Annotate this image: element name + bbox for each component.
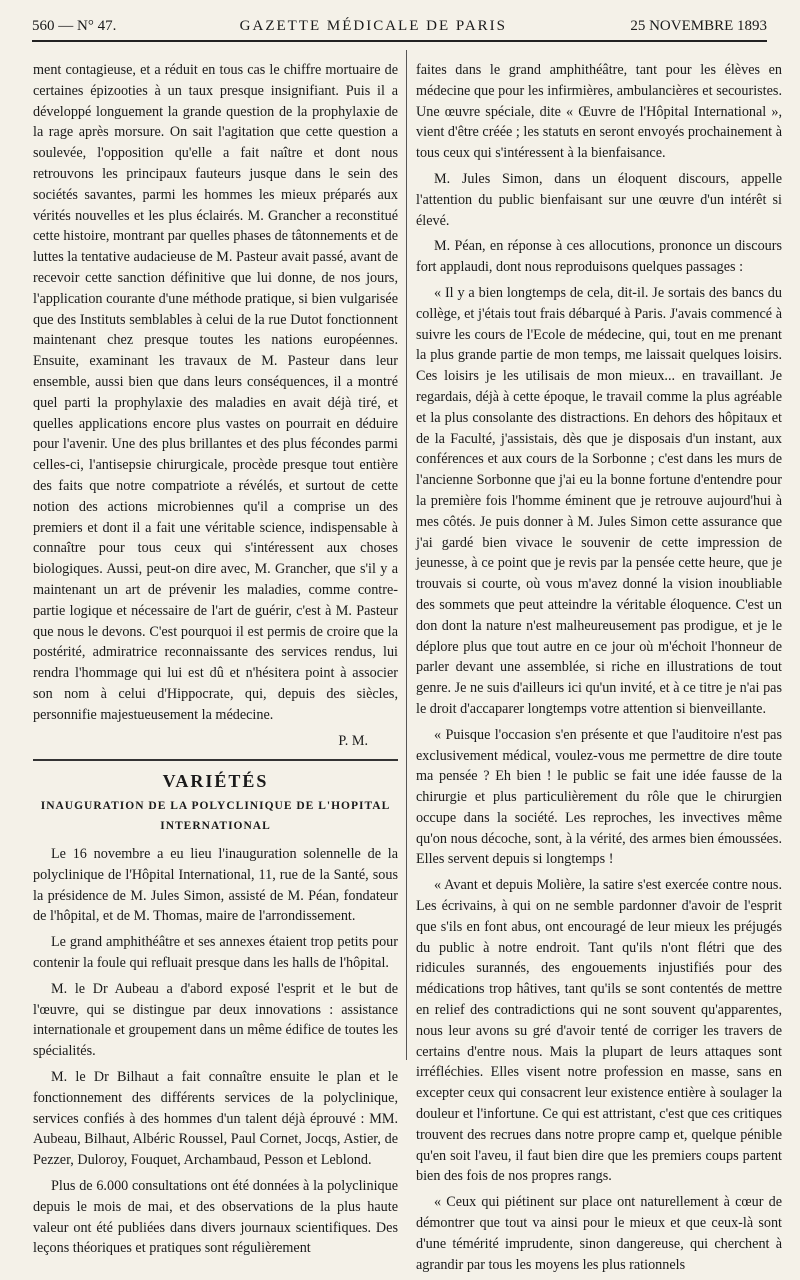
signature-line: [33, 731, 398, 752]
section-title: VARIÉTÉS: [162, 771, 269, 792]
speech-paragraph: « Il y a bien longtemps de cela, dit-il. Je sortais des bancs du collège, et j'étais tout frais débarqué à Paris. J'avais commencé à suivre les cours de l'Ecole de médecine, qui, tout en me prenant la plus grande partie de mon temps, me laissait quelques loisirs. Ces loisirs je les utilisais de mon mieux... en travaillant. Je regardais, déjà à cette époque, le travail comme la plus agréable et la plus consolante des distractions. En dehors des hôpitaux et de la Faculté, j'assistais, dès que je disposais d'un instant, aux conférences et aux cours de la Sorbonne ; c'est dans les murs de l'ancienne Sorbonne que j'ai eu la bonne fortune d'entendre pour la première fois l'homme éminent que je retrouve aujourd'hui à mes côtés. Je puis donner à M. Jules Simon cette assurance que j'ai gardé bien vivace le souvenir de cette impression de jeunesse, à ce point que je revis par la pensée cette heure, que je trouvais si courte, où vous m'avez donné la vision inoubliable des sommets que peut atteindre la véritable éloquence. C'est un don dont la nature n'est malheureusement pas prodigue, et je le déplore plus que tout autre en ce jour où m'échoit l'honneur de parler devant une assemblée, si riche en illustrations de tout genre. Je ne suis d'ailleurs ici qu'un invité, et à ce titre je n'ai pas le droit d'accaparer longtemps votre attention si bienveillante.: [416, 284, 782, 717]
article-paragraph: M. Péan, en réponse à ces allocutions, prononce un discours fort applaudi, dont nous reproduisons quelques passages :: [416, 238, 782, 276]
column-divider: [406, 50, 407, 1060]
speech-paragraph: « Puisque l'occasion s'en présente et que l'auditoire n'est pas exclusivement médical, voulez-vous me permettre de dire toute ma pensée ? Eh bien ! le public se fait une idée fausse de la chirurgie et plus particulièrement du rôle que le chirurgien occupe dans la société. Les reproches, les invectives même qu'on nous décoche, sont, à la vérité, des armes bien émoussées. Elles servent depuis si longtemps !: [416, 726, 782, 868]
issue-date: 25 NOVEMBRE 1893: [630, 18, 767, 34]
article-paragraph: Le 16 novembre a eu lieu l'inauguration solennelle de la polyclinique de l'Hôpital International, 11, rue de la Santé, sous la présidence de M. Jules Simon, assisté de M. Péan, fondateur de l'hôpital, et de M. Thomas, maire de l'arrondissement.: [33, 846, 398, 925]
signature: P. M.: [338, 732, 368, 749]
speech-paragraph: « Avant et depuis Molière, la satire s'est exercée contre nous. Les écrivains, à qui on ne semble pardonner d'avoir de l'esprit que s'ils en font abus, ont encouragé de leur mieux les préjugés du public à notre endroit. Tant qu'ils n'ont flétri que des ridicules surannés, des engouements injustifiés pour des médications trop hâtives, tant qu'ils se sont contentés de mettre en relief des contradictions qui ne sont souvent qu'apparentes, nous leur avons su gré d'avoir tenté de corriger les travers de certains d'entre nous. Mais la plupart de leurs attaques sont irréfléchies. Elles visent notre profession en masse, sans en excepter ceux qui consacrent leur existence entière à soulager la douleur et l'infortune. Ce qui est attristant, c'est que ces critiques trouvent des recrues dans notre propre camp et, quelque pénible qu'en soit l'aveu, il faut bien dire que les premiers coups partent bien des fois de nos propres rangs.: [416, 877, 783, 1185]
article-paragraph: Plus de 6.000 consultations ont été données à la polyclinique depuis le mois de mai, et des observations de la plus haute valeur ont été publiées dans divers journaux scientifiques. Des leçons théoriques et pratiques sont régulièrement: [33, 1178, 398, 1257]
page-number: 560 — N° 47.: [32, 18, 117, 34]
article-subtitle: INAUGURATION DE LA POLYCLINIQUE DE L'HOPITAL INTERNATIONAL: [40, 800, 391, 833]
article-paragraph: M. Jules Simon, dans un éloquent discours, appelle l'attention du public bienfaisant sur une œuvre d'un intérêt si élevé.: [416, 170, 782, 229]
section-rule: [33, 759, 398, 761]
article-paragraph: M. le Dr Bilhaut a fait connaître ensuite le plan et le fonctionnement des différents services de la polyclinique, services confiés à des hommes d'un talent déjà éprouvé : MM. Aubeau, Bilhaut, Albéric Roussel, Paul Cornet, Jocqs, Astier, de Pezzer, Duloroy, Fouquet, Archambaud, Pesson et Leblond.: [33, 1069, 398, 1169]
article-paragraph: M. le Dr Aubeau a d'abord exposé l'esprit et le but de l'œuvre, qui se distingue par deux innovations : assistance internationale et groupement dans un même édifice de toutes les spécialités.: [33, 980, 398, 1060]
speech-paragraph: « Ceux qui piétinent sur place ont naturellement à cœur de démontrer que tout va ainsi pour le mieux et que ceux-là sont d'une témérité imprudente, sinon dangereuse, qui cherchent à agrandir par tous les moyens les plus rationnels: [416, 1194, 782, 1273]
left-column: [33, 60, 398, 1264]
running-header: [32, 18, 767, 42]
article-paragraph: Le grand amphithéâtre et ses annexes étaient trop petits pour contenir la foule qui refluait presque dans les halls de l'hôpital.: [33, 934, 398, 972]
right-column: [416, 60, 782, 1280]
article-paragraph: ment contagieuse, et a réduit en tous cas le chiffre mortuaire de certaines épizooties à un taux presque insignifiant. Puis il a développé longuement la grande question de la prophylaxie de la rage après morsure. On sait l'agitation que cette question a soulevée, l'opposition qu'elle a fait naître et dont nous retrouvons les principaux fauteurs jusque dans le sein des sociétés savantes, parmi les hommes les mieux préparés aux vérités nouvelles et les plus éclairés. M. Grancher a reconstitué cette histoire, montrant par quelles phases de tâtonnements et de luttes la tentative audacieuse de M. Pasteur avait passé, avant de recevoir cette sanction définitive que lui donne, de nos jours, l'application courante d'une méthode pratique, si bien vulgarisée que des Instituts semblables à celui de la rue Dutot fonctionnent maintenant chez presque toutes les nations européennes. Ensuite, examinant les travaux de M. Pasteur dans leur ensemble, aussi bien que dans leurs conséquences, il a montré quel parti la prophylaxie des maladies en avait déjà tiré, et quelles applications encore plus vastes on pourrait en déduire pour l'avenir. Une des plus brillantes et des plus fécondes parmi celles-ci, l'antisepsie chirurgicale, procède presque tout entière des faits que notre compatriote a révélés, et surtout de cette notion des actions microbiennes qu'il a comprise un des premiers et dont il a fait une véritable science, indispensable à connaître pour tous ceux qui s'intéressent aux choses biologiques. Aussi, peut-on dire avec, M. Grancher, que s'il y a maintenant un art de prévenir les maladies, comme contre-partie logique et nécessaire de l'art de guérir, c'est à M. Pasteur que nous le devons. C'est pourquoi il est permis de croire que la postérité, admiratrice reconnaissante des services rendus, lui rendra l'hommage qui lui est dû et n'hésitera point à associer son nom à celui d'Hippocrate, qui, depuis des siècles, personnifie majestueusement la médecine.: [33, 62, 398, 723]
article-paragraph: faites dans le grand amphithéâtre, tant pour les élèves en médecine que pour les infirmières, ambulancières et secouristes. Une œuvre spéciale, dite « Œuvre de l'Hôpital International », vient d'être créée ; les statuts en seront envoyés prochainement à tous ceux qui s'intéressent à la bienfaisance.: [416, 62, 782, 162]
journal-title: GAZETTE MÉDICALE DE PARIS: [239, 18, 508, 34]
